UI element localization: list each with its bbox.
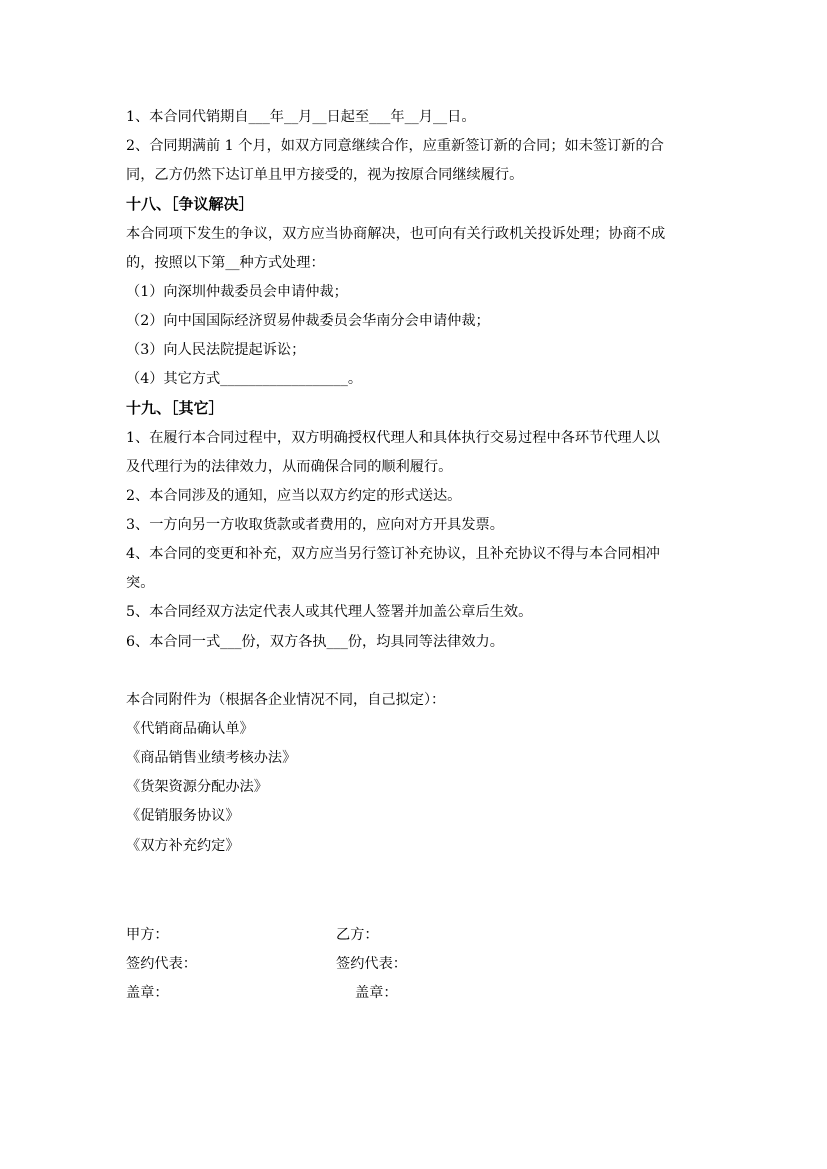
term-clause-2-cont: 同，乙方仍然下达订单且甲方接受的，视为按原合同继续履行。: [126, 167, 524, 183]
attachments-intro: 本合同附件为（根据各企业情况不同，自己拟定）：: [126, 692, 446, 708]
other-clause-6: 6、本合同一式___份，双方各执___份，均具同等法律效力。: [126, 634, 504, 650]
term-clause-1: 1、本合同代销期自___年__月__日起至___年__月__日。: [126, 109, 476, 125]
dispute-paragraph: 本合同项下发生的争议，双方应当协商解决，也可向有关行政机关投诉处理；协商不成: [126, 226, 666, 242]
party-a-representative-label: 签约代表：: [126, 956, 197, 972]
dispute-option-4: （4）其它方式__________________。: [126, 371, 363, 387]
dispute-option-3: （3）向人民法院提起诉讼；: [126, 342, 306, 358]
section-18-heading: 十八、［争议解决］: [126, 195, 254, 213]
other-clause-2: 2、本合同涉及的通知，应当以双方约定的形式送达。: [126, 488, 462, 504]
party-a-seal-label: 盖章：: [126, 985, 169, 1001]
other-clause-1-cont: 及代理行为的法律效力，从而确保合同的顺利履行。: [126, 459, 453, 475]
other-clause-5: 5、本合同经双方法定代表人或其代理人签署并加盖公章后生效。: [126, 604, 533, 620]
dispute-paragraph-cont: 的，按照以下第__种方式处理：: [126, 255, 325, 271]
party-a-label: 甲方：: [126, 927, 169, 943]
attachment-item: 《双方补充约定》: [126, 838, 240, 854]
section-19-heading: 十九、［其它］: [126, 399, 224, 417]
other-clause-3: 3、一方向另一方收取货款或者费用的，应向对方开具发票。: [126, 517, 504, 533]
attachment-item: 《货架资源分配办法》: [126, 779, 268, 795]
dispute-option-1: （1）向深圳仲裁委员会申请仲裁；: [126, 284, 348, 300]
other-clause-1: 1、在履行本合同过程中，双方明确授权代理人和具体执行交易过程中各环节代理人以: [126, 430, 660, 446]
attachment-item: 《促销服务协议》: [126, 808, 240, 824]
attachment-item: 《商品销售业绩考核办法》: [126, 750, 297, 766]
term-clause-2: 2、合同期满前 1 个月，如双方同意继续合作，应重新签订新的合同；如未签订新的合: [126, 138, 664, 154]
dispute-option-2: （2）向中国国际经济贸易仲裁委员会华南分会申请仲裁；: [126, 313, 490, 329]
other-clause-4: 4、本合同的变更和补充，双方应当另行签订补充协议，且补充协议不得与本合同相冲: [126, 546, 660, 562]
attachment-item: 《代销商品确认单》: [126, 721, 254, 737]
other-clause-4-cont: 突。: [126, 575, 155, 591]
party-b-label: 乙方：: [336, 927, 379, 943]
party-b-representative-label: 签约代表：: [336, 956, 407, 972]
party-b-seal-label: 盖章：: [355, 985, 398, 1001]
